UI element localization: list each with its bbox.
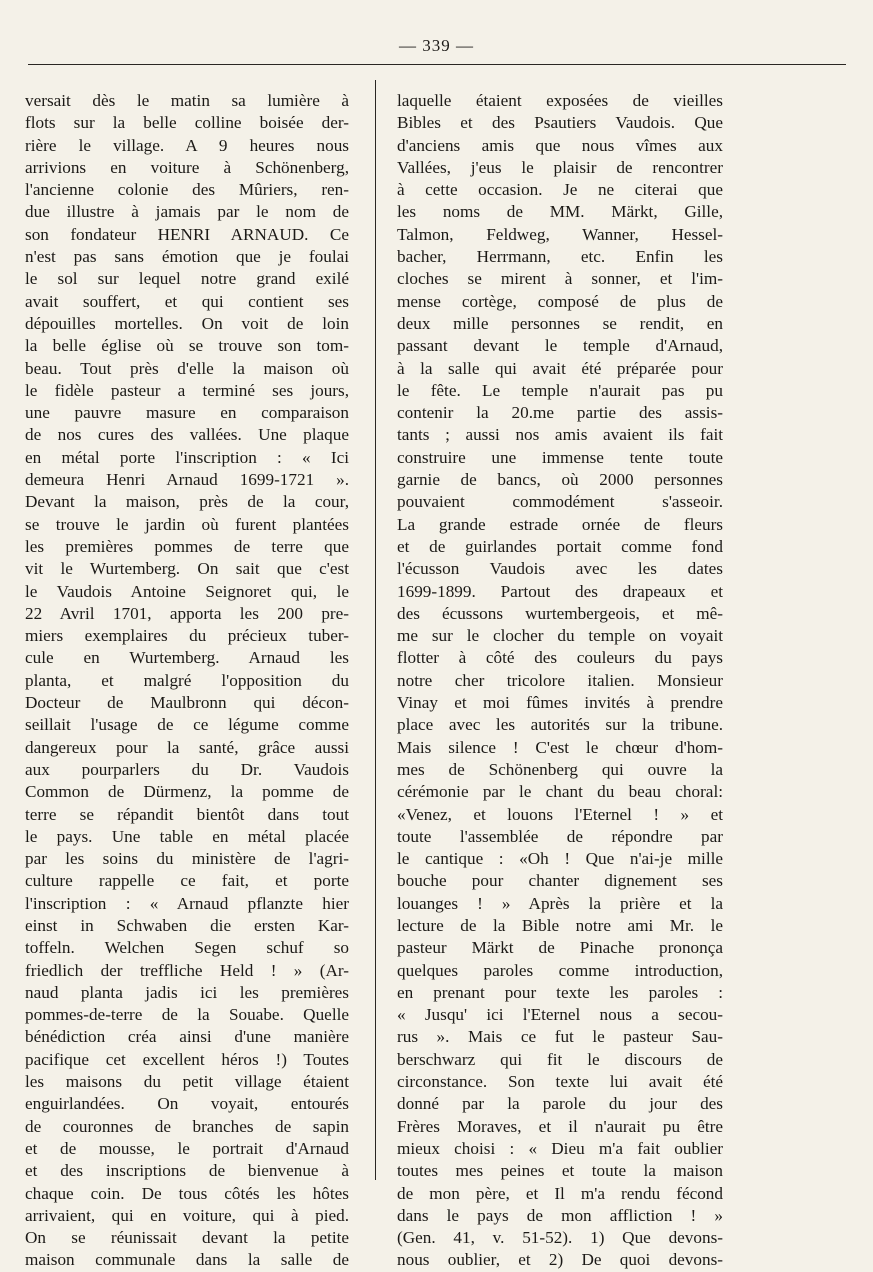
text-line: à la salle qui avait été préparée pour bbox=[397, 358, 723, 378]
text-line: pasteur Märkt de Pinache prononça bbox=[397, 938, 723, 958]
text-line: en prenant pour texte les paroles : bbox=[397, 982, 723, 1002]
page-number: — 339 — bbox=[399, 36, 474, 55]
text-line: les maisons du petit village étaient bbox=[25, 1072, 349, 1092]
text-line: maison communale dans la salle de bbox=[25, 1250, 349, 1270]
text-line: mense cortège, composé de plus de bbox=[397, 291, 723, 311]
text-line: rus ». Mais ce fut le pasteur Sau- bbox=[397, 1027, 723, 1047]
text-line: arrivions en voiture à Schönenberg, bbox=[25, 157, 349, 177]
text-line: flots sur la belle colline boisée der- bbox=[25, 113, 349, 133]
text-line: avait souffert, et qui contient ses bbox=[25, 291, 349, 311]
text-line: aux pourparlers du Dr. Vaudois bbox=[25, 759, 349, 779]
text-line: et des inscriptions de bienvenue à bbox=[25, 1161, 349, 1181]
text-line: le sol sur lequel notre grand exilé bbox=[25, 269, 349, 289]
text-line: 22 Avril 1701, apporta les 200 pre- bbox=[25, 603, 349, 623]
text-line: les premières pommes de terre que bbox=[25, 536, 349, 556]
text-line: due illustre à jamais par le nom de bbox=[25, 202, 349, 222]
text-line: le pays. Une table en métal placée bbox=[25, 826, 349, 846]
text-line: l'ancienne colonie des Mûriers, ren- bbox=[25, 180, 349, 200]
right-column bbox=[397, 90, 723, 1272]
text-line: berschwarz qui fit le discours de bbox=[397, 1049, 723, 1069]
text-line: cule en Wurtemberg. Arnaud les bbox=[25, 648, 349, 668]
text-line: la belle église où se trouve son tom- bbox=[25, 336, 349, 356]
text-line: flotter à côté des couleurs du pays bbox=[397, 648, 723, 668]
text-line: le Vaudois Antoine Seignoret qui, le bbox=[25, 581, 349, 601]
text-line: à cette occasion. Je ne citerai que bbox=[397, 180, 723, 200]
text-line: en métal porte l'inscription : « Ici bbox=[25, 447, 349, 467]
text-line: quelques paroles comme introduction, bbox=[397, 960, 723, 980]
text-line: de couronnes de branches de sapin bbox=[25, 1116, 349, 1136]
text-line: toute l'assemblée de répondre par bbox=[397, 826, 723, 846]
left-column bbox=[25, 90, 349, 1272]
text-line: arrivaient, qui en voiture, qui à pied. bbox=[25, 1205, 349, 1225]
text-line: toffeln. Welchen Segen schuf so bbox=[25, 938, 349, 958]
text-line: Docteur de Maulbronn qui décon- bbox=[25, 693, 349, 713]
text-line: lecture de la Bible notre ami Mr. le bbox=[397, 915, 723, 935]
text-line: cérémonie par le chant du beau choral: bbox=[397, 782, 723, 802]
text-line: demeura Henri Arnaud 1699-1721 ». bbox=[25, 470, 349, 490]
text-line: chaque coin. De tous côtés les hôtes bbox=[25, 1183, 349, 1203]
text-line: Talmon, Feldweg, Wanner, Hessel- bbox=[397, 224, 723, 244]
text-line: et de mousse, le portrait d'Arnaud bbox=[25, 1138, 349, 1158]
text-line: dangereux pour la santé, grâce aussi bbox=[25, 737, 349, 757]
text-line: d'anciens amis que nous vîmes aux bbox=[397, 135, 723, 155]
text-line: seillait l'usage de ce légume comme bbox=[25, 715, 349, 735]
text-line: toutes mes peines et toute la maison bbox=[397, 1161, 723, 1181]
text-line: des écussons wurtembergeois, et mê- bbox=[397, 603, 723, 623]
text-line: Devant la maison, près de la cour, bbox=[25, 492, 349, 512]
text-line: contenir la 20.me partie des assis- bbox=[397, 403, 723, 423]
text-line: planta, et malgré l'opposition du bbox=[25, 670, 349, 690]
text-line: terre se répandit bientôt dans tout bbox=[25, 804, 349, 824]
text-line: par les soins du ministère de l'agri- bbox=[25, 849, 349, 869]
text-line: garnie de bancs, où 2000 personnes bbox=[397, 470, 723, 490]
text-line: et de guirlandes portait comme fond bbox=[397, 536, 723, 556]
text-line: son fondateur HENRI ARNAUD. Ce bbox=[25, 224, 349, 244]
text-line: versait dès le matin sa lumière à bbox=[25, 91, 349, 110]
text-line: se trouve le jardin où furent plantées bbox=[25, 514, 349, 534]
text-line: dans le pays de mon affliction ! » bbox=[397, 1205, 723, 1225]
text-line: Frères Moraves, et il n'aurait pu être bbox=[397, 1116, 723, 1136]
text-line: mieux choisi : « Dieu m'a fait oublier bbox=[397, 1138, 723, 1158]
text-line: le cantique : «Oh ! Que n'ai-je mille bbox=[397, 849, 723, 869]
text-line: les noms de MM. Märkt, Gille, bbox=[397, 202, 723, 222]
text-line: tants ; aussi nos amis avaient ils fait bbox=[397, 425, 723, 445]
text-line: « Jusqu' ici l'Eternel nous a secou- bbox=[397, 1005, 723, 1025]
text-line: circonstance. Son texte lui avait été bbox=[397, 1072, 723, 1092]
text-line: de mon père, et Il m'a rendu fécond bbox=[397, 1183, 723, 1203]
text-line: l'écusson Vaudois avec les dates bbox=[397, 559, 723, 579]
text-line: bouche pour chanter dignement ses bbox=[397, 871, 723, 891]
text-line: louanges ! » Après la prière et la bbox=[397, 893, 723, 913]
text-line: Vallées, j'eus le plaisir de rencontrer bbox=[397, 157, 723, 177]
text-line: pouvaient commodément s'asseoir. bbox=[397, 492, 723, 512]
text-line: Mais silence ! C'est le chœur d'hom- bbox=[397, 737, 723, 757]
text-line: dépouilles mortelles. On voit de loin bbox=[25, 313, 349, 333]
text-line: On se réunissait devant la petite bbox=[25, 1228, 349, 1248]
text-line: Vinay et moi fûmes invités à prendre bbox=[397, 693, 723, 713]
text-line: 1699-1899. Partout des drapeaux et bbox=[397, 581, 723, 601]
text-line: notre cher tricolore italien. Monsieur bbox=[397, 670, 723, 690]
text-line: miers exemplaires du précieux tuber- bbox=[25, 626, 349, 646]
text-line: enguirlandées. On voyait, entourés bbox=[25, 1094, 349, 1114]
text-line: bénédiction créa ainsi d'une manière bbox=[25, 1027, 349, 1047]
text-line: friedlich der treffliche Held ! » (Ar- bbox=[25, 960, 349, 980]
text-line: culture rappelle ce fait, et porte bbox=[25, 871, 349, 891]
text-line: passant devant le temple d'Arnaud, bbox=[397, 336, 723, 356]
text-line: naud planta jadis ici les premières bbox=[25, 982, 349, 1002]
text-line: de nos cures des vallées. Une plaque bbox=[25, 425, 349, 445]
text-line: vit le Wurtemberg. On sait que c'est bbox=[25, 559, 349, 579]
text-line: pacifique cet excellent héros !) Toutes bbox=[25, 1049, 349, 1069]
text-line: une pauvre masure en comparaison bbox=[25, 403, 349, 423]
header-rule bbox=[28, 64, 846, 65]
text-line: mes de Schönenberg qui ouvre la bbox=[397, 759, 723, 779]
text-line: pommes-de-terre de la Souabe. Quelle bbox=[25, 1005, 349, 1025]
text-line: le fête. Le temple n'aurait pas pu bbox=[397, 380, 723, 400]
text-line: laquelle étaient exposées de vieilles bbox=[397, 91, 723, 110]
text-line: n'est pas sans émotion que je foulai bbox=[25, 247, 349, 267]
text-line: Bibles et des Psautiers Vaudois. Que bbox=[397, 113, 723, 133]
text-line: (Gen. 41, v. 51-52). 1) Que devons- bbox=[397, 1228, 723, 1248]
text-line: einst in Schwaben die ersten Kar- bbox=[25, 915, 349, 935]
text-line: donné par la parole du jour des bbox=[397, 1094, 723, 1114]
text-line: La grande estrade ornée de fleurs bbox=[397, 514, 723, 534]
text-line: «Venez, et louons l'Eternel ! » et bbox=[397, 804, 723, 824]
text-line: construire une immense tente toute bbox=[397, 447, 723, 467]
text-line: me sur le clocher du temple on voyait bbox=[397, 626, 723, 646]
text-line: cloches se mirent à sonner, et l'im- bbox=[397, 269, 723, 289]
text-line: bacher, Herrmann, etc. Enfin les bbox=[397, 247, 723, 267]
text-line: place avec les autorités sur la tribune. bbox=[397, 715, 723, 735]
text-line: nous oublier, et 2) De quoi devons- bbox=[397, 1250, 723, 1270]
text-line: rière le village. A 9 heures nous bbox=[25, 135, 349, 155]
text-line: Common de Dürmenz, la pomme de bbox=[25, 782, 349, 802]
text-line: deux mille personnes se rendit, en bbox=[397, 313, 723, 333]
text-line: l'inscription : « Arnaud pflanzte hier bbox=[25, 893, 349, 913]
column-divider bbox=[375, 80, 376, 1180]
text-line: le fidèle pasteur a terminé ses jours, bbox=[25, 380, 349, 400]
text-line: beau. Tout près d'elle la maison où bbox=[25, 358, 349, 378]
